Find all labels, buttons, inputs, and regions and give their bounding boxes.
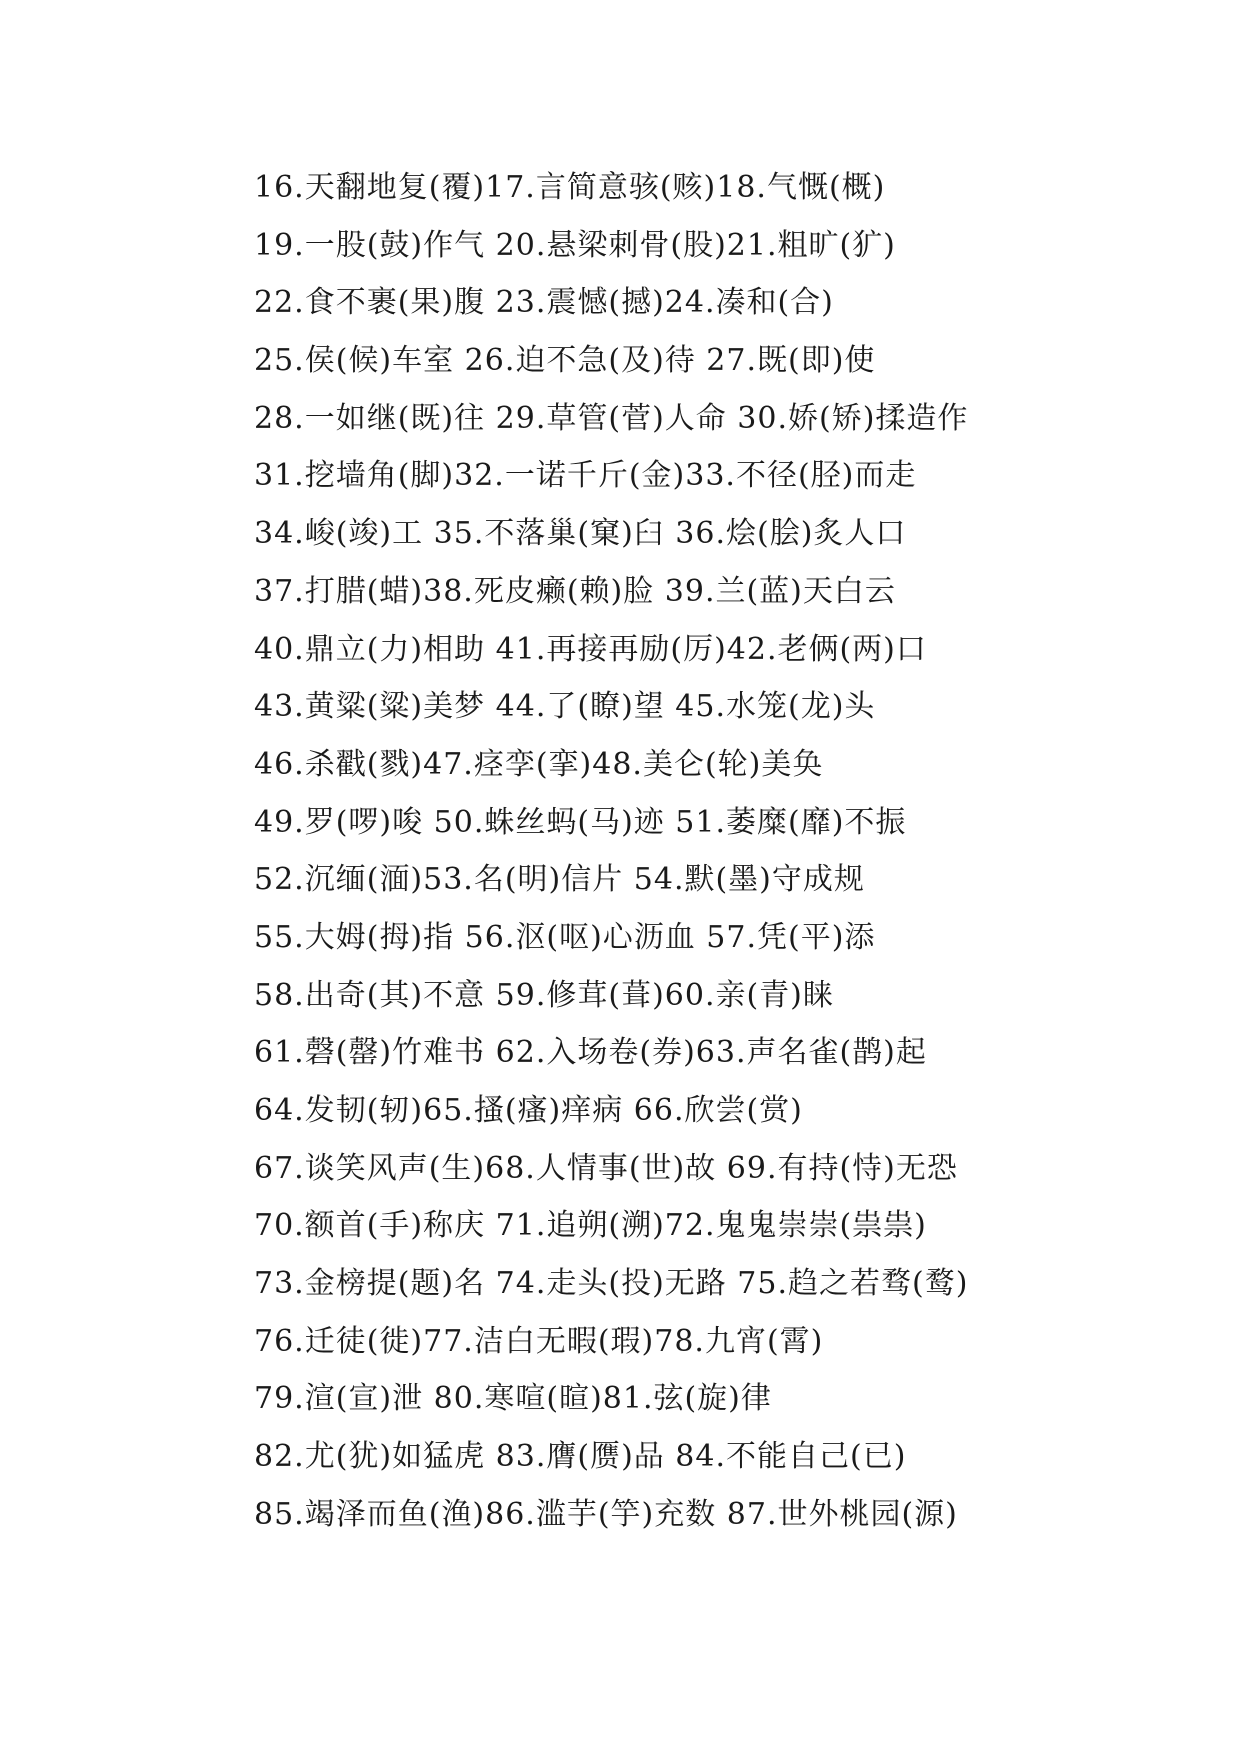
text-line: 31.挖墙角(脚)32.一诺千斤(金)33.不径(胫)而走	[254, 458, 917, 494]
text-line: 37.打腊(蜡)38.死皮癞(赖)脸 39.兰(蓝)天白云	[254, 573, 896, 609]
text-line: 70.额首(手)称庆 71.追朔(溯)72.鬼鬼崇崇(祟祟)	[254, 1208, 927, 1244]
text-line: 22.食不裹(果)腹 23.震憾(撼)24.凑和(合)	[254, 285, 834, 321]
text-line: 79.渲(宣)泄 80.寒喧(暄)81.弦(旋)律	[254, 1381, 772, 1417]
text-line: 64.发韧(轫)65.搔(瘙)痒病 66.欣尝(赏)	[254, 1093, 803, 1128]
text-line: 76.迁徒(徙)77.洁白无暇(瑕)78.九宵(霄)	[254, 1323, 824, 1359]
text-line: 82.尤(犹)如猛虎 83.膺(赝)品 84.不能自己(已)	[254, 1439, 907, 1475]
text-line: 67.谈笑风声(生)68.人情事(世)故 69.有持(恃)无恐	[254, 1150, 958, 1186]
text-line: 55.大姆(拇)指 56.沤(呕)心沥血 57.凭(平)添	[254, 919, 876, 955]
text-line: 61.磬(罄)竹难书 62.入场卷(券)63.声名雀(鹊)起	[254, 1035, 927, 1071]
text-line: 19.一股(鼓)作气 20.悬梁刺骨(股)21.粗旷(犷)	[254, 227, 896, 263]
text-line: 46.杀戳(戮)47.痉孪(挛)48.美仑(轮)美奂	[254, 746, 824, 782]
text-line: 28.一如继(既)往 29.草管(菅)人命 30.娇(矫)揉造作	[254, 400, 969, 436]
text-line: 52.沉缅(湎)53.名(明)信片 54.默(墨)守成规	[254, 862, 865, 898]
text-line: 16.天翻地复(覆)17.言简意骇(赅)18.气慨(概)	[254, 170, 886, 205]
text-line: 40.鼎立(力)相助 41.再接再励(厉)42.老俩(两)口	[254, 631, 927, 667]
text-line: 34.峻(竣)工 35.不落巢(窠)臼 36.烩(脍)炙人口	[254, 516, 907, 552]
text-lines	[254, 159, 968, 1544]
text-line: 43.黄粱(粱)美梦 44.了(瞭)望 45.水笼(龙)头	[254, 689, 876, 725]
text-line: 73.金榜提(题)名 74.走头(投)无路 75.趋之若骛(鹜)	[254, 1266, 969, 1302]
text-line: 85.竭泽而鱼(渔)86.滥芋(竽)充数 87.世外桃园(源)	[254, 1496, 958, 1532]
text-line: 25.侯(候)车室 26.迫不急(及)待 27.既(即)使	[254, 343, 876, 379]
text-line: 58.出奇(其)不意 59.修茸(葺)60.亲(青)睐	[254, 977, 834, 1013]
text-line: 49.罗(啰)唆 50.蛛丝蚂(马)迹 51.萎糜(靡)不振	[254, 804, 907, 840]
